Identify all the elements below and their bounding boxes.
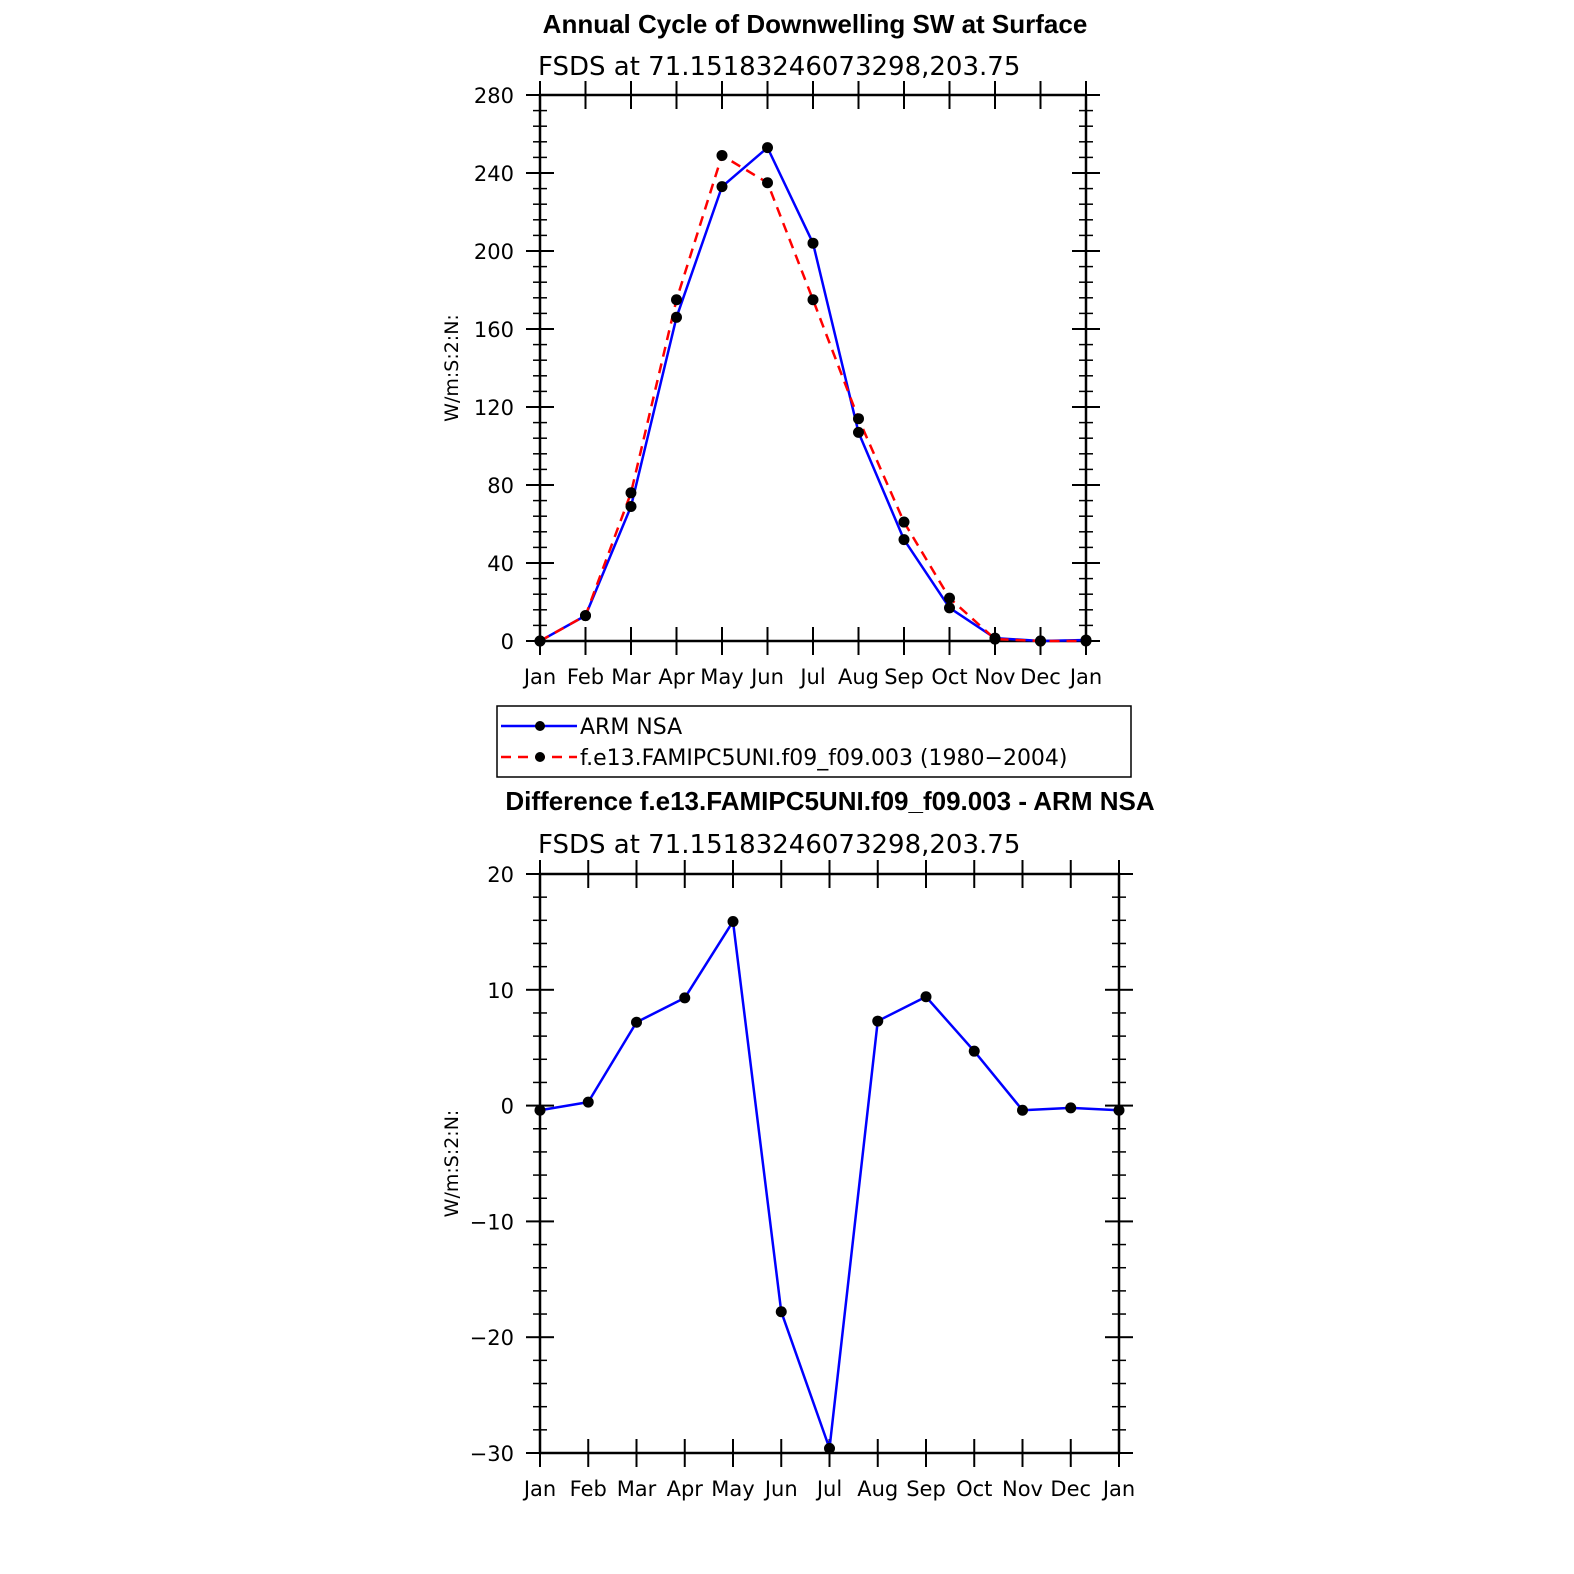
chart2-ytick-label: −20: [469, 1326, 514, 1351]
chart1-series-0-point: [944, 602, 955, 613]
chart1-xtick-label: Jul: [800, 665, 826, 689]
chart1-xtick-label: Oct: [931, 665, 968, 689]
chart1-series-1-point: [535, 636, 546, 647]
chart1-frame: [540, 95, 1086, 641]
chart2-xtick-label: Aug: [857, 1477, 899, 1501]
chart2-series-0-point: [872, 1016, 883, 1027]
chart2-series-0-point: [1065, 1102, 1076, 1113]
chart1-series-0-point: [671, 312, 682, 323]
chart1-xtick-label: Aug: [837, 665, 880, 689]
chart2-xtick-label: May: [711, 1477, 755, 1501]
chart2-ylabel: W/m:S:2:N:: [441, 1109, 463, 1218]
chart1-series-0-point: [808, 238, 819, 249]
chart1-xtick-label: Apr: [658, 665, 695, 689]
chart2-xtick-label: Feb: [569, 1477, 607, 1501]
chart1-xtick-label: Sep: [884, 665, 924, 689]
chart1-ylabel: W/m:S:2:N:: [441, 314, 463, 422]
chart2-series-0-point: [583, 1097, 594, 1108]
chart2-series-0-point: [679, 992, 690, 1003]
chart2-xtick-label: Oct: [956, 1477, 993, 1501]
chart1-xtick-label: Jan: [523, 665, 557, 689]
chart1-series-1-point: [626, 487, 637, 498]
chart2-xtick-label: Jun: [764, 1477, 798, 1501]
chart2-series-0-point: [776, 1306, 787, 1317]
chart1-series-1-point: [580, 610, 591, 621]
chart2-plot: [441, 860, 1135, 1501]
chart1-series-1-point: [990, 634, 1001, 645]
chart2-ytick-label: 20: [487, 863, 514, 887]
chart2-series-0-point: [969, 1046, 980, 1057]
chart2-series-line-0: [540, 921, 1119, 1448]
chart1-ytick-label: 40: [487, 552, 514, 576]
chart2-xtick-label: Jul: [816, 1477, 843, 1501]
chart1-series-1-point: [899, 517, 910, 528]
chart2-series-0-point: [728, 916, 739, 927]
chart2-series-0-point: [1114, 1105, 1125, 1116]
chart2-subtitle: FSDS at 71.15183246073298,203.75: [538, 830, 1021, 860]
legend-marker-model: [535, 752, 545, 762]
chart2-xtick-label: Nov: [1002, 1477, 1043, 1501]
chart2-series-0-point: [535, 1105, 546, 1116]
chart1-plot: [441, 81, 1102, 689]
chart1-legend: [497, 706, 1131, 777]
chart1-xtick-label: Jan: [1069, 665, 1103, 689]
chart2-series-0-point: [1017, 1105, 1028, 1116]
chart2-ytick-label: −30: [469, 1442, 514, 1466]
chart1-series-line-0: [540, 148, 1086, 641]
chart1-series-0-point: [899, 534, 910, 545]
chart2-xtick-label: Dec: [1050, 1477, 1092, 1501]
legend-label-model: f.e13.FAMIPC5UNI.f09_f09.003 (1980−2004): [580, 746, 1068, 771]
chart1-series-1-point: [808, 294, 819, 305]
chart2-series-0-point: [824, 1443, 835, 1454]
chart2-ytick-label: 0: [500, 1094, 514, 1119]
chart1-series-1-point: [944, 593, 955, 604]
chart1-series-0-point: [626, 501, 637, 512]
chart2-ytick-label: −10: [469, 1210, 514, 1235]
chart2-xtick-label: Apr: [666, 1477, 703, 1501]
legend-marker-arm-nsa: [535, 721, 545, 731]
chart1-xtick-label: Feb: [566, 665, 605, 689]
chart2-series-0-point: [921, 991, 932, 1002]
chart1-xtick-label: Jun: [751, 665, 784, 689]
chart1-xtick-label: Dec: [1020, 665, 1061, 689]
chart1-ytick-label: 80: [487, 474, 514, 498]
chart1-subtitle: FSDS at 71.15183246073298,203.75: [538, 52, 1021, 82]
chart1-series-1-point: [717, 150, 728, 161]
chart2-xtick-label: Jan: [1102, 1477, 1136, 1501]
chart1-ytick-label: 0: [500, 630, 514, 654]
chart2-xtick-label: Jan: [523, 1477, 557, 1501]
chart2-ytick-label: 10: [487, 978, 514, 1003]
chart1-series-0-point: [762, 142, 773, 153]
chart2-xtick-label: Mar: [616, 1477, 657, 1501]
chart1-series-1-point: [1035, 636, 1046, 647]
chart2-frame: [540, 874, 1119, 1453]
chart1-xtick-label: Nov: [974, 665, 1016, 689]
chart2-xtick-label: Sep: [906, 1477, 946, 1501]
chart1-series-1-point: [671, 294, 682, 305]
chart1-ytick-label: 240: [473, 162, 514, 186]
chart1-series-1-point: [762, 177, 773, 188]
chart1-series-0-point: [717, 181, 728, 192]
chart1-ytick-label: 200: [473, 240, 514, 264]
chart1-series-0-point: [853, 427, 864, 438]
chart1-series-line-1: [540, 155, 1086, 641]
chart1-series-1-point: [1081, 636, 1092, 647]
chart1-title: Annual Cycle of Downwelling SW at Surface: [542, 9, 1088, 39]
chart2-series-0-point: [631, 1017, 642, 1028]
chart1-ytick-label: 160: [473, 318, 514, 342]
chart1-xtick-label: Mar: [611, 665, 651, 689]
chart1-ytick-label: 280: [473, 84, 514, 108]
legend-label-arm-nsa: ARM NSA: [580, 715, 683, 740]
chart1-xtick-label: May: [700, 665, 744, 689]
chart2-title: Difference f.e13.FAMIPC5UNI.f09_f09.003 - ARM NSA: [505, 786, 1155, 816]
chart1-series-1-point: [853, 413, 864, 424]
chart1-ytick-label: 120: [473, 396, 514, 420]
